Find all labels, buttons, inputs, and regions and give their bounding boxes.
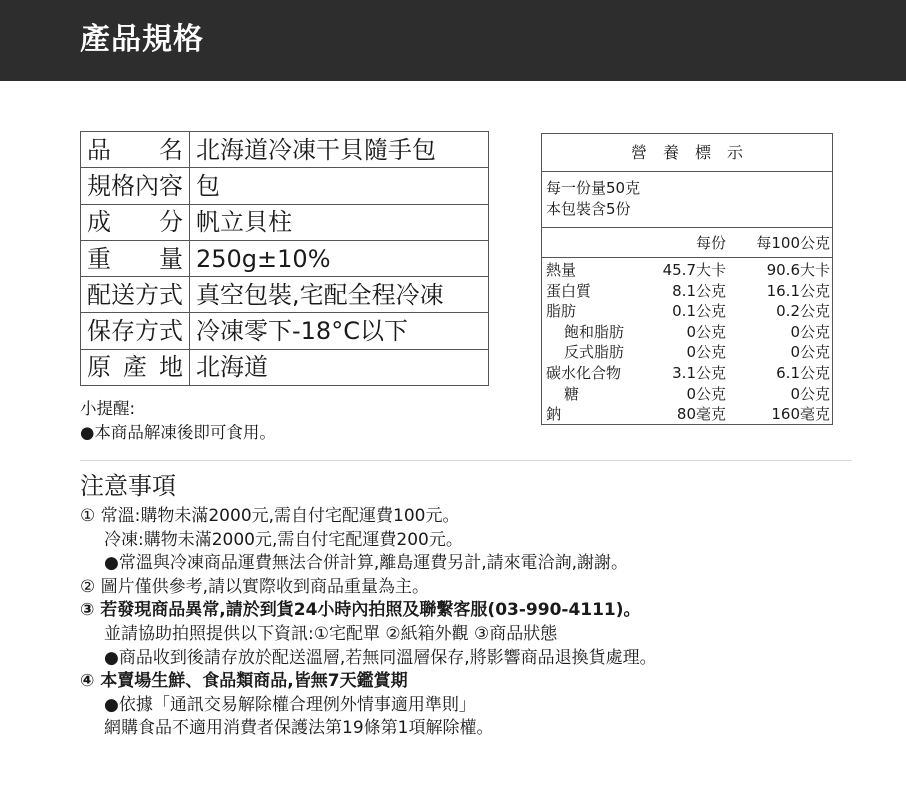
- header-bar: [0, 0, 906, 81]
- note-line: ① 常溫:購物未滿2000元,需自付宅配運費100元。: [80, 506, 460, 526]
- nutrient-per-100g: 6.1公克: [776, 363, 830, 382]
- spec-label: [81, 132, 190, 168]
- spec-label-text: 品 名: [87, 135, 183, 164]
- nutrition-row: [542, 384, 832, 405]
- note-line: ② 圖片僅供參考,請以實際收到商品重量為主。: [80, 576, 430, 597]
- nutrient-per-serving: 0公克: [686, 343, 726, 362]
- nutrient-name: 脂肪: [546, 302, 577, 321]
- spec-label-text: 規 格 內 容: [87, 171, 183, 200]
- spec-label-text: 保 存 方 式: [87, 317, 183, 346]
- note-line: 並請協助拍照提供以下資訊:①宅配單 ②紙箱外觀 ③商品狀態: [104, 623, 558, 644]
- nutrition-row: [542, 301, 832, 322]
- spec-label: [81, 204, 190, 240]
- spec-row: [81, 240, 489, 276]
- nutrition-row: [542, 404, 832, 425]
- nutrient-name: 飽和脂肪: [564, 322, 625, 341]
- spec-value: 250g±10%: [190, 240, 489, 276]
- nutrient-name: 糖: [564, 384, 580, 403]
- spec-value: 帆立貝柱: [190, 204, 489, 240]
- spec-value: 包: [190, 168, 489, 204]
- note-line: ●商品收到後請存放於配送溫層,若無同溫層保存,將影響商品退換貨處理。: [104, 647, 657, 668]
- spec-label-text: 原 產 地: [87, 353, 183, 382]
- spec-row: [81, 168, 489, 204]
- notes-list: [80, 505, 657, 741]
- spec-value: 北海道冷凍干貝隨手包: [190, 132, 489, 168]
- spec-value: 北海道: [190, 349, 489, 385]
- nutrient-per-100g: 16.1公克: [766, 281, 830, 300]
- spec-label: [81, 277, 190, 313]
- spec-row: [81, 349, 489, 385]
- nutrition-row: [542, 281, 832, 302]
- nutrient-per-serving: 0公克: [686, 322, 726, 341]
- section-divider: [80, 460, 852, 461]
- nutrient-per-serving: 3.1公克: [672, 363, 726, 382]
- spec-row: [81, 204, 489, 240]
- note-line: 冷凍:購物未滿2000元,需自付宅配運費200元。: [104, 529, 463, 550]
- nutrition-row: [542, 322, 832, 343]
- nutrient-name: 碳水化合物: [546, 363, 622, 382]
- nutrition-column-header: [542, 228, 832, 258]
- reminder-text: ●本商品解凍後即可食用。: [80, 423, 276, 442]
- nutrient-per-100g: 0.2公克: [776, 302, 830, 321]
- nutrient-name: 蛋白質: [546, 281, 592, 300]
- nutrient-per-100g: 0公克: [790, 343, 830, 362]
- spec-label: [81, 168, 190, 204]
- nutrition-serving: [542, 172, 832, 228]
- nutrition-rows: [542, 258, 832, 425]
- spec-table: [80, 131, 489, 386]
- nutrition-panel: [541, 133, 833, 425]
- nutrient-per-serving: 80毫克: [676, 405, 726, 424]
- note-line: ●依據「通訊交易解除權合理例外情事適用準則」: [104, 694, 476, 715]
- note-line: ③ 若發現商品異常,請於到貨24小時內拍照及聯繫客服(03-990-4111)。: [80, 600, 641, 621]
- serving-size: 每一份量50克: [546, 179, 641, 197]
- nutrition-row: [542, 342, 832, 363]
- note-line: ④ 本賣場生鮮、食品類商品,皆無7天鑑賞期: [80, 671, 408, 692]
- spec-label-text: 重 量: [87, 244, 183, 273]
- nutrient-name: 反式脂肪: [564, 343, 625, 362]
- nutrient-name: 鈉: [546, 405, 562, 424]
- spec-label: [81, 349, 190, 385]
- note-line: ●常溫與冷凍商品運費無法合併計算,離島運費另計,請來電洽詢,謝謝。: [104, 553, 629, 574]
- spec-row: [81, 313, 489, 349]
- col-per-serving: 每份: [695, 234, 726, 252]
- nutrient-per-100g: 0公克: [790, 384, 830, 403]
- spec-row: [81, 132, 489, 168]
- spec-label-text: 配 送 方 式: [87, 280, 183, 309]
- spec-row: [81, 277, 489, 313]
- spec-value: 真空包裝,宅配全程冷凍: [190, 277, 489, 313]
- notes-title: 注意事項: [80, 472, 176, 500]
- nutrient-per-100g: 0公克: [790, 322, 830, 341]
- servings-per-package: 本包裝含5份: [546, 200, 631, 218]
- spec-label-text: 成 分: [87, 208, 183, 237]
- page-title: 產品規格: [80, 22, 204, 57]
- reminder: [80, 397, 276, 445]
- nutrient-per-serving: 0.1公克: [672, 302, 726, 321]
- spec-value: 冷凍零下-18°C以下: [190, 313, 489, 349]
- note-line: 網購食品不適用消費者保護法第19條第1項解除權。: [104, 718, 494, 739]
- nutrient-per-100g: 90.6大卡: [766, 261, 830, 279]
- nutrient-name: 熱量: [546, 261, 577, 279]
- spec-label: [81, 313, 190, 349]
- col-per-100g: 每100公克: [756, 234, 830, 252]
- nutrition-row: [542, 363, 832, 384]
- nutrient-per-100g: 160毫克: [771, 405, 830, 424]
- nutrient-per-serving: 45.7大卡: [662, 261, 726, 279]
- nutrition-title: 營養標示: [542, 134, 832, 172]
- reminder-title: 小提醒:: [80, 399, 136, 418]
- nutrient-per-serving: 8.1公克: [672, 281, 726, 300]
- nutrient-per-serving: 0公克: [686, 384, 726, 403]
- nutrition-row: [542, 260, 832, 281]
- spec-label: [81, 240, 190, 276]
